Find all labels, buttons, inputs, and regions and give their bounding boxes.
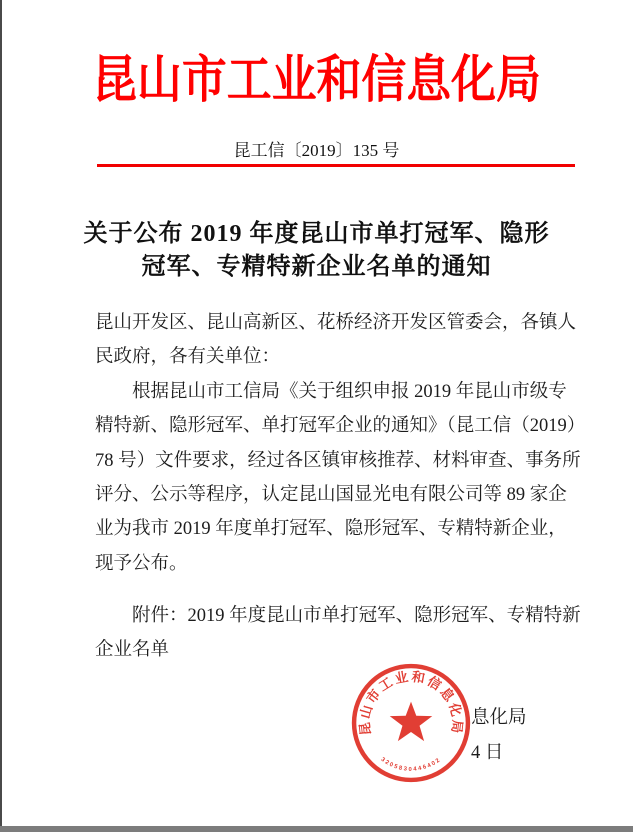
body-line: 民政府，各有关单位： [95, 347, 281, 368]
attachment-line1: 附件：2019 年度昆山市单打冠军、隐形冠军、专精特新 [95, 606, 581, 626]
notice-title [0, 218, 633, 284]
date-text-fragment: 4 日 [471, 743, 504, 763]
seal-ring-label: 昆山市工业和信息化局 [356, 668, 466, 737]
notice-title-line1: 关于公布 2019 年度昆山市单打冠军、隐形 [83, 221, 550, 247]
notice-body [95, 306, 586, 581]
signature-text-fragment: 息化局 [471, 708, 527, 728]
attachment-line2: 企业名单 [95, 640, 170, 661]
body-line: 现予公布。 [95, 553, 188, 574]
red-divider-rule [97, 164, 575, 167]
seal-star-icon [390, 702, 432, 741]
page-left-edge [0, 0, 2, 832]
org-header-title: 昆山市工业和信息化局 [92, 53, 541, 109]
notice-title-line2: 冠军、专精特新企业名单的通知 [141, 254, 492, 280]
seal-number-label: 3205830446402 [379, 756, 443, 773]
attachment-note [95, 599, 579, 668]
body-line: 业为我市 2019 年度单打冠军、隐形冠军、专精特新企业， [95, 519, 567, 540]
official-seal-stamp [350, 662, 472, 784]
document-number: 昆工信〔2019〕135 号 [233, 141, 400, 160]
body-line: 78 号）文件要求，经过各区镇审核推荐、材料审查、事务所 [95, 450, 581, 471]
body-line: 昆山开发区、昆山高新区、花桥经济开发区管委会，各镇人 [95, 313, 577, 333]
svg-text:3205830446402 [380, 757, 443, 773]
page-bottom-edge [0, 826, 633, 832]
body-line: 精特新、隐形冠军、单打冠军企业的通知》（昆工信（2019） [95, 416, 586, 437]
body-line: 评分、公示等程序，认定昆山国显光电有限公司等 89 家企 [95, 485, 567, 506]
body-line: 根据昆山市工信局《关于组织申报 2019 年昆山市级专 [95, 381, 567, 402]
